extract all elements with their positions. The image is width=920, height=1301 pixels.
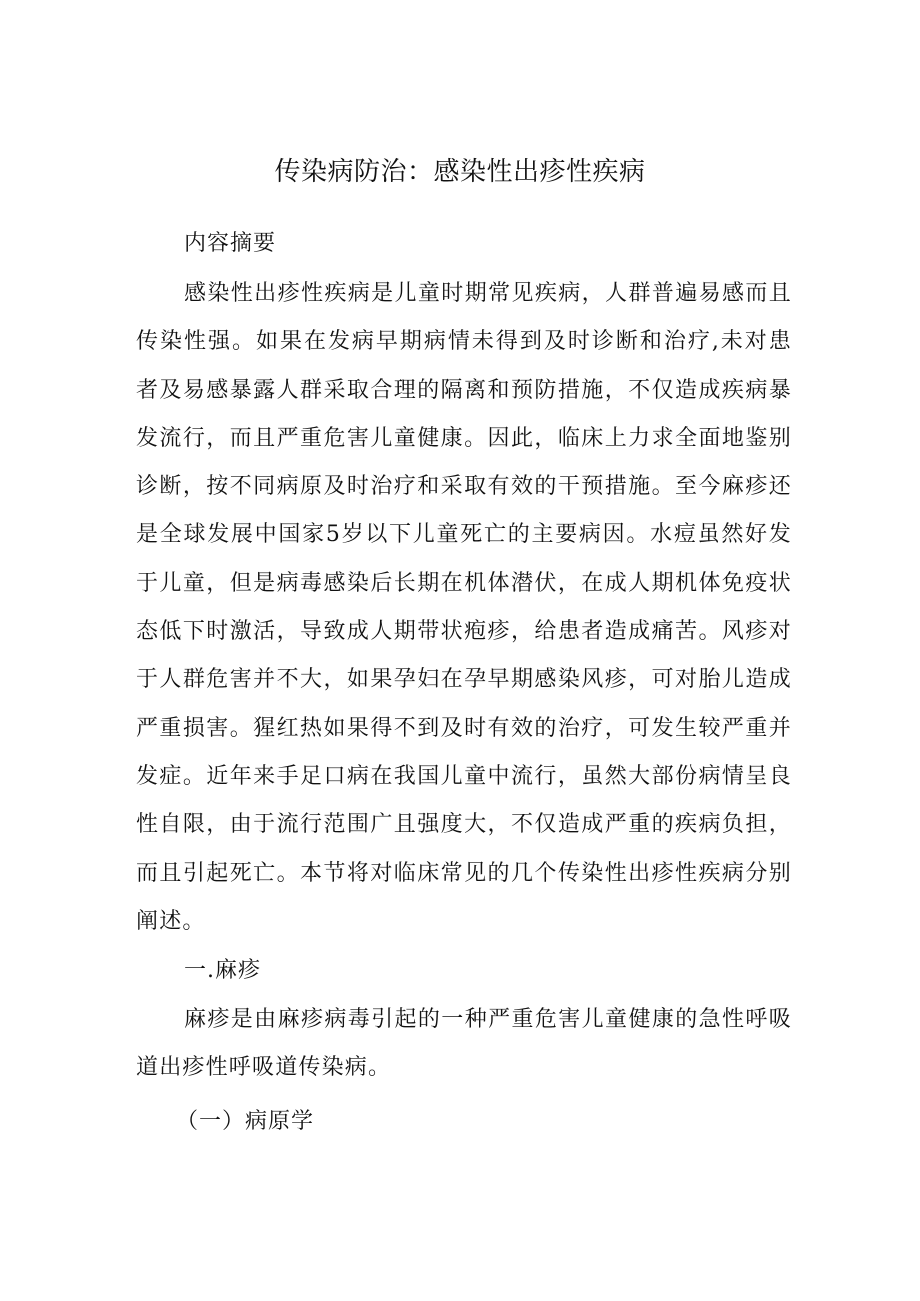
section-heading-measles: 一.麻疹 [184, 958, 261, 983]
measles-paragraph: 麻疹是由麻疹病毒引起的一种严重危害儿童健康的急性呼吸道出疹性呼吸道传染病。 [136, 1007, 792, 1081]
abstract-heading: 内容摘要 [184, 231, 277, 256]
document-title: 传染病防治：感染性出疹性疾病 [274, 157, 646, 187]
abstract-paragraph: 感染性出疹性疾病是儿童时期常见疾病，人群普遍易感而且传染性强。如果在发病早期病情未得到及时诊断和治疗,未对患者及易感暴露人群采取合理的隔离和预防措施，不仅造成疾病暴发流行，而且严重危害儿童健康。因此，临床上力求全面地鉴别诊断，按不同病原及时治疗和采取有效的干预措施。至今麻疹还是全球发展中国家5岁以下儿童死亡的主要病因。水痘虽然好发于儿童，但是病毒感染后长期在机体潜伏，在成人期机体免疫状态低下时激活，导致成人期带状疱疹，给患者造成痛苦。风疹对于人群危害并不大，如果孕妇在孕早期感染风疹，可对胎儿造成严重损害。猩红热如果得不到及时有效的治疗，可发生较严重并发症。近年来手足口病在我国儿童中流行，虽然大部份病情呈良性自限，由于流行范围广且强度大，不仅造成严重的疾病负担，而且引起死亡。本节将对临床常见的几个传染性出疹性疾病分别阐述。 [136, 281, 792, 934]
subsection-heading-pathogen: （一）病原学 [176, 1109, 315, 1134]
